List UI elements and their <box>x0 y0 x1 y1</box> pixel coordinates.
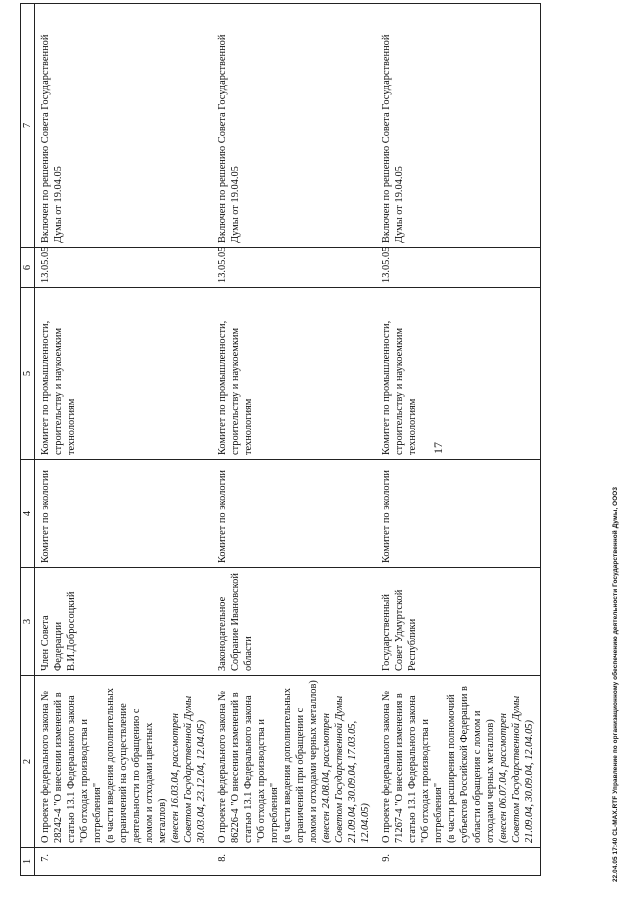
column-header: 7 <box>21 4 35 248</box>
column-header: 1 <box>21 848 35 876</box>
bill-subject: (в части введения дополнительных ограничений на осуществление деятельности по обращению с ломом и отходами цветных металлов) <box>105 688 168 843</box>
initiator-cell: Член Совета Федерации В.И.Добросоцкий <box>35 568 213 676</box>
column-number-row <box>21 4 35 876</box>
column-header: 3 <box>21 568 35 676</box>
co-committee-cell: Комитет по промышленности, строительству и наукоемким технологиям <box>35 288 213 460</box>
column-header: 2 <box>21 676 35 848</box>
bills-table <box>20 3 541 876</box>
status-cell: Включен по решению Совета Государственной Думы от 19.04.05 <box>35 4 213 248</box>
column-header: 4 <box>21 460 35 568</box>
row-number: 9. <box>376 848 541 876</box>
bill-cell <box>376 676 541 848</box>
bill-subject: (в части введения дополнительных ограничений при обращении с ломом и отходами черных металлов) <box>282 680 319 843</box>
bill-title: О проекте федерального закона № 86226-4 "О внесении изменений в статью 13.1 Федерального закона "Об отходах производства и потребления" <box>217 690 280 843</box>
bill-title: О проекте федерального закона № 28242-4 "О внесении изменений в статью 13.1 Федерального закона "Об отходах производства и потребления" <box>40 690 103 843</box>
table-row <box>212 4 376 876</box>
bill-note: (внесен 06.07.04, рассмотрен Советом Государственной Думы 21.09.04, 30.09.04, 12.04.05) <box>498 695 535 843</box>
date-cell: 13.05.05 <box>35 248 213 288</box>
bill-title: О проекте федерального закона № 71267-4 "О внесении изменения в статью 13.1 Федерального закона "Об отходах производства и потребления" <box>381 690 444 843</box>
table-row <box>376 4 541 876</box>
column-header: 6 <box>21 248 35 288</box>
bill-subject: (в части расширения полномочий субъектов Российской Федерации в области обращения с ломом и отходами черных металлов) <box>446 686 496 843</box>
bill-note: (внесен 16.03.04, рассмотрен Советом Государственной Думы 30.03.04, 23.12.04, 12.04.05) <box>170 695 207 843</box>
committee-cell: Комитет по экологии <box>376 460 541 568</box>
committee-cell: Комитет по экологии <box>212 460 376 568</box>
co-committee-cell: Комитет по промышленности, строительству и наукоемким технологиям <box>376 288 541 460</box>
committee-cell: Комитет по экологии <box>35 460 213 568</box>
row-number: 8. <box>212 848 376 876</box>
initiator-cell: Законодательное Собрание Ивановской области <box>212 568 376 676</box>
initiator-cell: Государственный Совет Удмуртской Республики <box>376 568 541 676</box>
table-row <box>35 4 213 876</box>
date-cell: 13.05.05 <box>212 248 376 288</box>
bill-note: (внесен 24.08.04, рассмотрен Советом Государственной Думы 21.09.04, 30.09.04, 17.03.05, 12.04.05) <box>321 695 371 843</box>
status-cell: Включен по решению Совета Государственной Думы от 19.04.05 <box>212 4 376 248</box>
date-cell: 13.05.05 <box>376 248 541 288</box>
bill-cell <box>212 676 376 848</box>
column-header: 5 <box>21 288 35 460</box>
page-number: 17 <box>431 442 445 454</box>
co-committee-cell: Комитет по промышленности, строительству и наукоемким технологиям <box>212 288 376 460</box>
print-footer: 22.04.05 17:40 CL-MAX.RTF Управление по организационному обеспечению деятельности Государственной Думы, ООО3 <box>612 487 619 882</box>
row-number: 7. <box>35 848 213 876</box>
bill-cell <box>35 676 213 848</box>
status-cell: Включен по решению Совета Государственной Думы от 19.04.05 <box>376 4 541 248</box>
